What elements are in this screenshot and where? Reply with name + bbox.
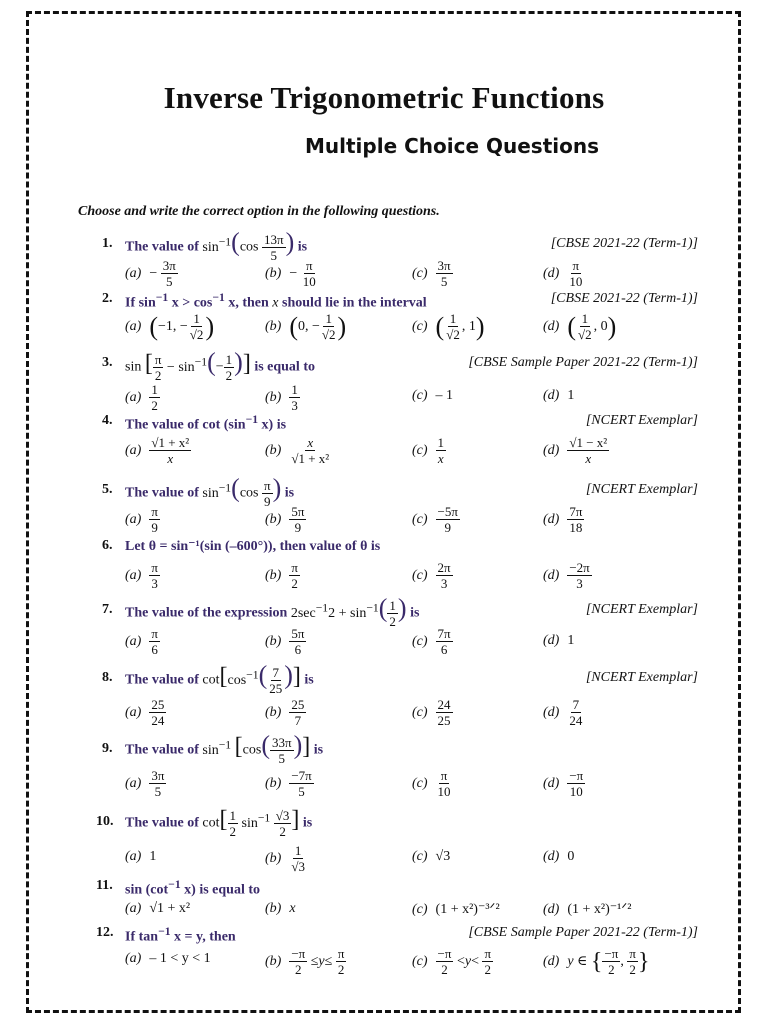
- option-6c: (c) $\frac{2\pi}{3}$: [412, 560, 451, 591]
- question-number: 9.: [102, 741, 113, 756]
- option-5c: (c) $\frac{-5\pi}{9}$: [412, 504, 458, 535]
- option-8c: (c) $\frac{24}{25}$: [412, 697, 451, 728]
- question-number: 7.: [102, 602, 113, 617]
- option-1b: (b) − $\frac{\pi}{10}$: [265, 258, 316, 289]
- option-10c: (c) √3: [412, 849, 451, 864]
- option-8d: (d) $\frac{7}{24}$: [543, 697, 583, 728]
- question-source: [NCERT Exemplar]: [585, 413, 698, 428]
- option-5b: (b) $\frac{5\pi}{9}$: [265, 504, 305, 535]
- question-number: 1.: [102, 236, 113, 251]
- option-7c: (c) $\frac{7\pi}{6}$: [412, 626, 451, 657]
- question-source: [CBSE 2021-22 (Term-1)]: [550, 291, 698, 306]
- option-12d: (d) y ∈ { $\frac{-\pi}{2}$ , $\frac{\pi}{2}$ }: [543, 946, 650, 977]
- option-8b: (b) $\frac{25}{7}$: [265, 697, 305, 728]
- option-4b: (b) $\frac{x}{\text{√1 + x²}}$: [265, 435, 330, 466]
- question-text: $\sin (\cot^{-1}$ x) is equal to: [125, 878, 260, 898]
- question-source: [CBSE 2021-22 (Term-1)]: [550, 236, 698, 251]
- question-text: The value of cot[ $\frac{1}{2}$ $\sin^{-1}$ $\frac{√3}{2}$ ] is: [125, 806, 313, 839]
- question-source: [NCERT Exemplar]: [585, 482, 698, 497]
- option-12a: (a) – 1 < y < 1: [125, 951, 211, 966]
- option-5a: (a) $\frac{\pi}{9}$: [125, 504, 158, 535]
- question-source: [NCERT Exemplar]: [585, 602, 698, 617]
- question-number: 4.: [102, 413, 113, 428]
- question-source: [NCERT Exemplar]: [585, 670, 698, 685]
- option-5d: (d) $\frac{7\pi}{18}$: [543, 504, 583, 535]
- question-source: [CBSE Sample Paper 2021-22 (Term-1)]: [468, 355, 698, 370]
- option-8a: (a) $\frac{25}{24}$: [125, 697, 165, 728]
- option-11c: (c) (1 + x²)⁻³ᐟ²: [412, 901, 500, 917]
- option-9b: (b) $\frac{-7\pi}{5}$: [265, 768, 312, 799]
- option-6b: (b) $\frac{\pi}{2}$: [265, 560, 298, 591]
- option-7d: (d) 1: [543, 633, 575, 648]
- option-9a: (a) $\frac{3\pi}{5}$: [125, 768, 165, 799]
- option-4c: (c) $\frac{1}{x}$: [412, 435, 445, 466]
- option-6d: (d) $\frac{-2\pi}{3}$: [543, 560, 590, 591]
- page-title: Inverse Trigonometric Functions: [163, 80, 605, 115]
- option-3a: (a) $\frac{1}{2}$: [125, 382, 158, 413]
- option-11a: (a) √1 + x²: [125, 901, 191, 916]
- question-number: 5.: [102, 482, 113, 497]
- option-2c: (c) ( $\frac{1}{√2}$ , 1 ): [412, 311, 485, 342]
- question-text: If $\tan^{-1} x = y$, then: [125, 925, 236, 945]
- question-text: The value of $\cot[\cos^{-1}$( $\frac{7}{25}$ )] is: [125, 660, 314, 696]
- question-number: 11.: [96, 878, 113, 893]
- option-4a: (a) $\frac{\text{√1 + x²}}{x}$: [125, 435, 190, 466]
- question-number: 3.: [102, 355, 113, 370]
- option-3d: (d) 1: [543, 388, 575, 403]
- question-number: 12.: [96, 925, 114, 940]
- question-text: The value of $\sin^{-1} [\cos$( $\frac{33\pi}{5}$ )] is: [125, 730, 324, 766]
- option-3b: (b) $\frac{1}{3}$: [265, 382, 298, 413]
- option-11d: (d) (1 + x²)⁻¹ᐟ²: [543, 901, 632, 917]
- question-source: [CBSE Sample Paper 2021-22 (Term-1)]: [468, 925, 698, 940]
- question-number: 2.: [102, 291, 113, 306]
- option-10a: (a) 1: [125, 849, 157, 864]
- option-1c: (c) $\frac{3\pi}{5}$: [412, 258, 451, 289]
- question-number: 6.: [102, 538, 113, 553]
- option-1a: (a) − $\frac{3\pi}{5}$: [125, 258, 176, 289]
- question-number: 10.: [96, 814, 114, 829]
- option-9c: (c) $\frac{\pi}{10}$: [412, 768, 451, 799]
- question-text: sin [ $\frac{\pi}{2}$ − $\sin^{-1}(-$ $\frac{1}{2}$ )] is equal to: [125, 347, 315, 383]
- option-9d: (d) $\frac{-\pi}{10}$: [543, 768, 584, 799]
- option-10b: (b) $\frac{1}{√3}$: [265, 843, 305, 874]
- option-2b: (b) ( 0, − $\frac{1}{√2}$ ): [265, 311, 347, 342]
- option-12c: (c) $\frac{-\pi}{2}$ < y < $\frac{\pi}{2}$: [412, 946, 492, 977]
- option-2a: (a) ( −1, − $\frac{1}{√2}$ ): [125, 311, 215, 342]
- question-text: The value of $\cot (\sin^{-1}$ x) is: [125, 413, 287, 433]
- option-10d: (d) 0: [543, 849, 575, 864]
- option-7a: (a) $\frac{\pi}{6}$: [125, 626, 158, 657]
- question-text: If $\sin^{-1} x > \cos^{-1} x$, then x should lie in the interval: [125, 291, 427, 311]
- page-subtitle: Multiple Choice Questions: [305, 134, 600, 158]
- question-text: The value of $\sin^{-1}(\cos$ $\frac{13\pi}{5}$ ) is: [125, 227, 308, 263]
- option-11b: (b) x: [265, 901, 296, 916]
- option-3c: (c) – 1: [412, 388, 454, 403]
- question-text: The value of $\sin^{-1}(\cos$ $\frac{\pi}{9}$ ) is: [125, 473, 295, 509]
- option-4d: (d) $\frac{\text{√1 − x²}}{x}$: [543, 435, 608, 466]
- question-number: 8.: [102, 670, 113, 685]
- option-7b: (b) $\frac{5\pi}{6}$: [265, 626, 305, 657]
- option-12b: (b) $\frac{-\pi}{2}$ ≤ y ≤ $\frac{\pi}{2}$: [265, 946, 345, 977]
- option-2d: (d) ( $\frac{1}{√2}$ , 0 ): [543, 311, 617, 342]
- question-text: The value of the expression $2\sec^{-1}2 + \sin^{-1}$( $\frac{1}{2}$ ) is: [125, 593, 420, 629]
- option-1d: (d) $\frac{\pi}{10}$: [543, 258, 583, 289]
- option-6a: (a) $\frac{\pi}{3}$: [125, 560, 158, 591]
- question-text: Let θ = sin⁻¹(sin (–600°)), then value of θ is: [125, 539, 381, 554]
- instruction-text: Choose and write the correct option in the following questions.: [78, 204, 440, 219]
